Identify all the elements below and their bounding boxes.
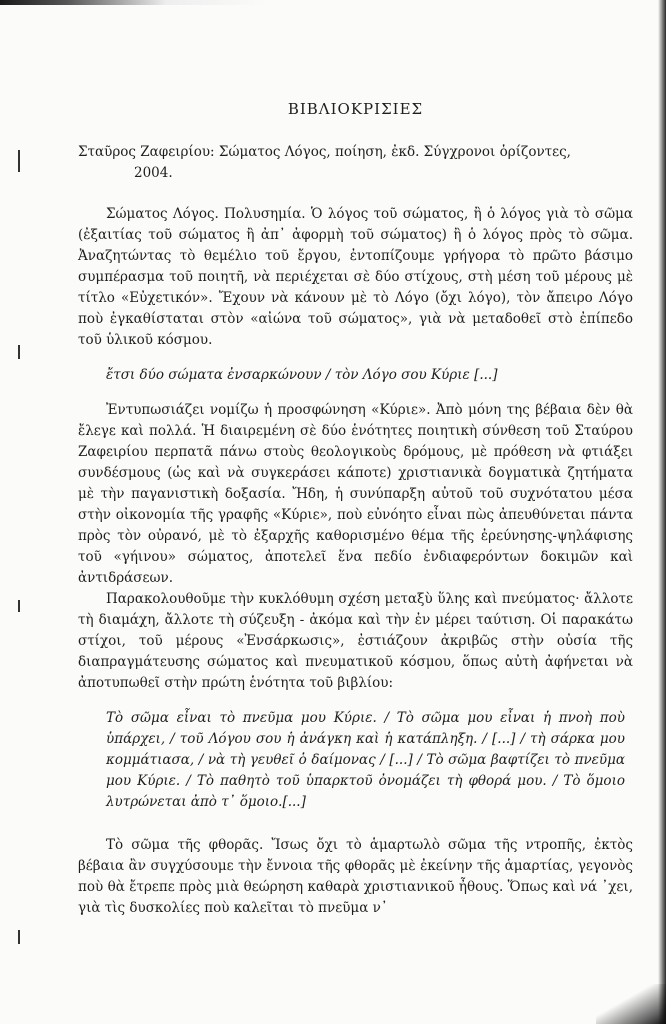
- page-header: ΒΙΒΛΙΟΚΡΙΣΙΕΣ: [287, 100, 424, 118]
- scan-right-edge-shadow: [658, 0, 666, 1024]
- paragraph-3: Παρακολουθοῦμε τὴν κυκλόθυμη σχέση μεταξὺ ὕλης καὶ πνεύματος· ἄλλοτε τὴ διαμάχη, ἄλλοτε τὴ σύζευξη - ἀκόμα καὶ τὴν ἐν μέρει ταύτιση. Οἱ παρακάτω στίχοι, τοῦ μέρους «Ἐνσάρκωσις», ἐστιάζουν ἀκριβῶς στὴν οὐσία τῆς διαπραγμάτευσης σώματος καὶ πνευματικοῦ κόσμου, ὅπως αὐτὴ ἀφήνεται νὰ ἀποτυπωθεῖ στὴν πρώτη ἑνότητα τοῦ βιβλίου:: [78, 591, 633, 691]
- margin-mark: [18, 930, 20, 944]
- citation-line-2: 2004.: [134, 165, 173, 181]
- scan-corner-shadow: [596, 984, 666, 1024]
- margin-mark: [18, 345, 20, 359]
- margin-mark: [18, 150, 20, 172]
- paragraph-2: Ἐντυπωσιάζει νομίζω ἡ προσφώνηση «Κύριε». Ἀπὸ μόνη της βέβαια δὲν θὰ ἔλεγε καὶ πολλά. Ἡ διαιρεμένη σὲ δύο ἑνότητες ποιητικὴ σύνθεση τοῦ Σταύρου Ζαφειρίου περπατᾶ πάνω στοὺς θεολογικοὺς δρόμους, μὲ πρόθεση νὰ φτιάξει συνδέσμους (ὡς καὶ νὰ συγκεράσει κάποτε) χριστιανικὰ δογματικὰ ζητήματα μὲ τὴν παγανιστικὴ δοξασία. Ἤδη, ἡ συνύπαρξη αὐτοῦ τοῦ συχνότατου μέσα στὴν οἰκονομία τῆς γραφῆς «Κύριε», ποὺ εὐνόητο εἶναι πὼς ἀπευθύνεται πάντα πρὸς τὸν οὐρανό, μὲ τὸ ἐξαρχῆς καθορισμένο θέμα τῆς ἐρεύνησης-ψηλάφισης τοῦ «γήινου» σώματος, ἀποτελεῖ ἕνα πεδίο ἐνδιαφερόντων δοκιμῶν καὶ ἀντιδράσεων.: [78, 402, 633, 586]
- citation-line-1: Σταῦρος Ζαφειρίου: Σώματος Λόγος, ποίηση, ἐκδ. Σύγχρονοι ὁρίζοντες,: [78, 144, 571, 160]
- margin-mark: [18, 600, 20, 612]
- paragraph-1: Σώματος Λόγος. Πολυσημία. Ὁ λόγος τοῦ σώματος, ἢ ὁ λόγος γιὰ τὸ σῶμα (ἐξαιτίας τοῦ σώματος ἢ ἀπ᾿ ἀφορμὴ τοῦ σώματος) ἢ ὁ λόγος πρὸς τὸ σῶμα. Ἀναζητώντας τὸ θεμέλιο τοῦ ἔργου, ἐντοπίζουμε γρήγορα τὸ πρῶτο βάσιμο συμπέρασμα τοῦ ποιητῆ, νὰ περιέχεται σὲ δύο στίχους, στὴ μέση τοῦ μέρους μὲ τίτλο «Εὐχετικόν». Ἔχουν νὰ κάνουν μὲ τὸ Λόγο (ὄχι λόγο), τὸν ἄπειρο Λόγο ποὺ ἐγκαθίσταται στὸν «αἰώνα τοῦ σώματος», γιὰ νὰ μεταδοθεῖ στὸ ἐπίπεδο τοῦ ὑλικοῦ κόσμου.: [78, 206, 633, 348]
- page-content: [78, 100, 633, 919]
- scan-top-edge-shadow: [0, 0, 666, 5]
- quote-2: Τὸ σῶμα εἶναι τὸ πνεῦμα μου Κύριε. / Τὸ σῶμα μου εἶναι ἡ πνοὴ ποὺ ὑπάρχει, / τοῦ Λόγου σου ἡ ἀνάγκη καὶ ἡ κατάπληξη. / [...] / τὴ σάρκα μου κομμάτιασα, / νὰ τὴ γευθεῖ ὁ δαίμονας / [...] / Τὸ σῶμα βαφτίζει τὸ πνεῦμα μου Κύριε. / Τὸ παθητὸ τοῦ ὑπαρκτοῦ ὀνομάζει τὴ φθορά μου. / Τὸ ὅμοιο λυτρώνεται ἀπὸ τ᾿ ὅμοιο.[...]: [106, 710, 625, 810]
- quote-1: ἔτσι δύο σώματα ἐνσαρκώνουν / τὸν Λόγο σου Κύριε [...]: [106, 367, 498, 383]
- book-citation: [78, 142, 633, 184]
- paragraph-4: Τὸ σῶμα τῆς φθορᾶς. Ἴσως ὄχι τὸ ἁμαρτωλὸ σῶμα τῆς ντροπῆς, ἐκτὸς βέβαια ἂν συγχύσουμε τὴν ἔννοια τῆς φθορᾶς μὲ ἐκείνην τῆς ἁμαρτίας, γεγονὸς ποὺ θὰ ἔτρεπε πρὸς μιὰ θεώρηση καθαρὰ χριστιανικοῦ ἦθους. Ὅπως καὶ νά ᾿χει, γιὰ τὶς δυσκολίες ποὺ καλεῖται τὸ πνεῦμα ν᾿: [78, 837, 633, 916]
